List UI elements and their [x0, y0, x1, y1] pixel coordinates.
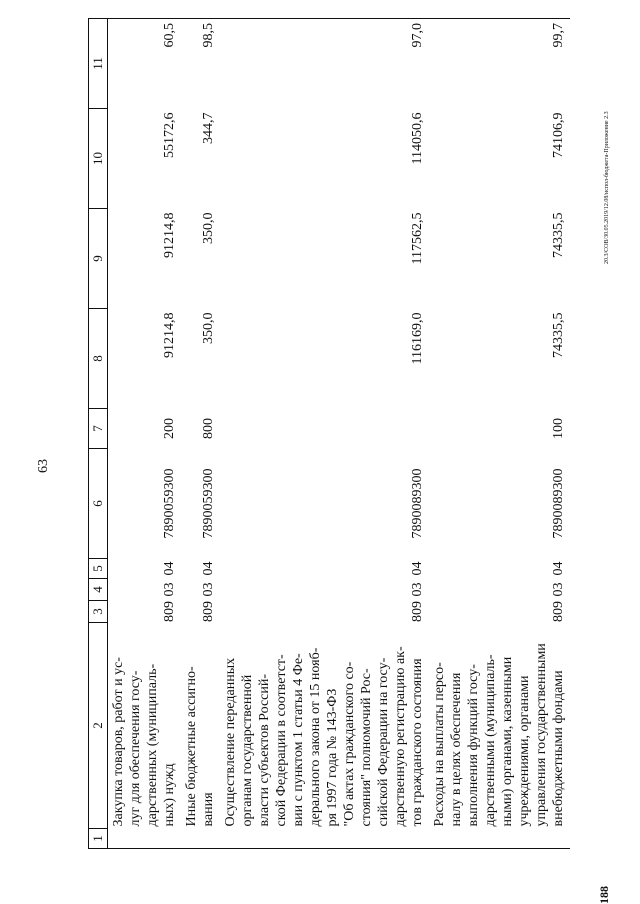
subsection-code: 04: [162, 561, 177, 576]
header-row: [89, 19, 108, 849]
subsection-code: 04: [410, 561, 425, 576]
row-name-line: тов гражданского состояния: [410, 658, 425, 827]
row-name-line: вии с пунктом 1 статьи 4 Фе-: [291, 653, 306, 827]
page-number: 63: [36, 459, 51, 473]
row-name-cell: [108, 623, 182, 829]
row-name-cell: [181, 623, 220, 829]
row-name-line: дарственных (муниципаль-: [145, 663, 160, 827]
row-name-line: органам государственной: [240, 674, 255, 827]
column-header: 8: [89, 309, 108, 409]
row-name-line: Закупка товаров, работ и ус-: [111, 657, 126, 827]
column-header: 1: [89, 829, 108, 849]
row-name-line: Иные бюджетные ассигно-: [184, 666, 199, 827]
row-name-line: власти субъектов Россий-: [257, 673, 272, 827]
table-row: [220, 19, 429, 849]
row-name-line: ря 1997 года № 143-ФЗ: [325, 688, 340, 827]
subsection-code: 04: [551, 561, 566, 576]
row-name-line: дарственную регистрацию ак-: [393, 646, 408, 827]
expense-type-code: 800: [201, 418, 216, 439]
value-cell: 116169,0: [410, 312, 425, 365]
value-cell: 74106,9: [551, 112, 566, 158]
column-header: 4: [89, 579, 108, 601]
row-name-line: сийской Федерации на госу-: [376, 657, 391, 827]
section-code: 03: [201, 582, 216, 597]
column-header: 5: [89, 559, 108, 579]
target-article-code: 7890089300: [551, 468, 566, 539]
row-name-line: ской Федерации в соответст-: [274, 654, 289, 827]
target-article-code: 7890089300: [410, 468, 425, 539]
row-name-line: дарственными (муниципаль-: [483, 654, 498, 827]
column-header: 7: [89, 409, 108, 449]
row-name-line: внебюджетными фондами: [551, 670, 566, 827]
row-name-line: ными) органами, казенными: [500, 656, 515, 827]
row-name-line: стояния" полномочий Рос-: [359, 668, 374, 827]
row-name-cell: [429, 623, 570, 829]
ministry-code: 809: [162, 601, 177, 622]
value-cell: 74335,5: [551, 212, 566, 258]
row-name-line: налу в целях обеспечения: [449, 672, 464, 827]
percent-cell: 99,7: [429, 19, 570, 109]
row-name-line: ных) нужд: [162, 763, 177, 827]
column-header: 3: [89, 601, 108, 623]
table-row: [181, 19, 220, 849]
row-name-line: Расходы на выплаты персо-: [432, 662, 447, 827]
section-code: 03: [162, 582, 177, 597]
table-row: [108, 19, 182, 849]
expense-type-code: 200: [162, 418, 177, 439]
value-cell: 114050,6: [410, 112, 425, 165]
value-cell: 55172,6: [162, 112, 177, 158]
ministry-code: 809: [551, 601, 566, 622]
table-body: [108, 19, 571, 849]
value-cell: 74335,5: [551, 312, 566, 358]
subsection-code: 04: [201, 561, 216, 576]
value-cell: 350,0: [201, 312, 216, 344]
row-number-cell: [220, 829, 429, 849]
target-article-code: 7890059300: [162, 468, 177, 539]
row-name-line: Осуществление переданных: [223, 657, 238, 827]
footer-path: 20.3/СОВ/30.05.2019/12.08/испол-бюджета-Приложение 2.3: [604, 111, 610, 264]
target-article-code: 7890059300: [201, 468, 216, 539]
percent-cell: 97,0: [220, 19, 429, 109]
value-cell: 91214,8: [162, 212, 177, 258]
expense-type-code: 100: [551, 418, 566, 439]
value-cell: 350,0: [201, 212, 216, 244]
ministry-code: 809: [201, 601, 216, 622]
row-name-line: луг для обеспечения госу-: [128, 670, 143, 827]
row-number-cell: [108, 829, 182, 849]
side-page-number: 188: [597, 886, 611, 904]
column-header: 10: [89, 109, 108, 209]
column-header: 6: [89, 449, 108, 559]
budget-table: [88, 18, 570, 849]
row-name-cell: [220, 623, 429, 829]
row-name-line: "Об актах гражданского со-: [342, 661, 357, 827]
row-number-cell: [429, 829, 570, 849]
table-row: [429, 19, 570, 849]
section-code: 03: [410, 582, 425, 597]
row-name-line: управления государственными: [534, 643, 549, 827]
column-header: 9: [89, 209, 108, 309]
percent-cell: 98,5: [181, 19, 220, 109]
row-name-line: выполнения функций госу-: [466, 664, 481, 827]
percent-cell: 60,5: [108, 19, 182, 109]
value-cell: 344,7: [201, 112, 216, 144]
expense-type-code: [220, 409, 429, 449]
row-name-line: учреждениями, органами: [517, 675, 532, 827]
value-cell: 117562,5: [410, 212, 425, 265]
value-cell: 91214,8: [162, 312, 177, 358]
column-header: 2: [89, 623, 108, 829]
row-name-line: вания: [201, 792, 216, 827]
column-header: 11: [89, 19, 108, 109]
row-number-cell: [181, 829, 220, 849]
row-name-line: дерального закона от 15 нояб-: [308, 647, 323, 827]
section-code: 03: [551, 582, 566, 597]
ministry-code: 809: [410, 601, 425, 622]
